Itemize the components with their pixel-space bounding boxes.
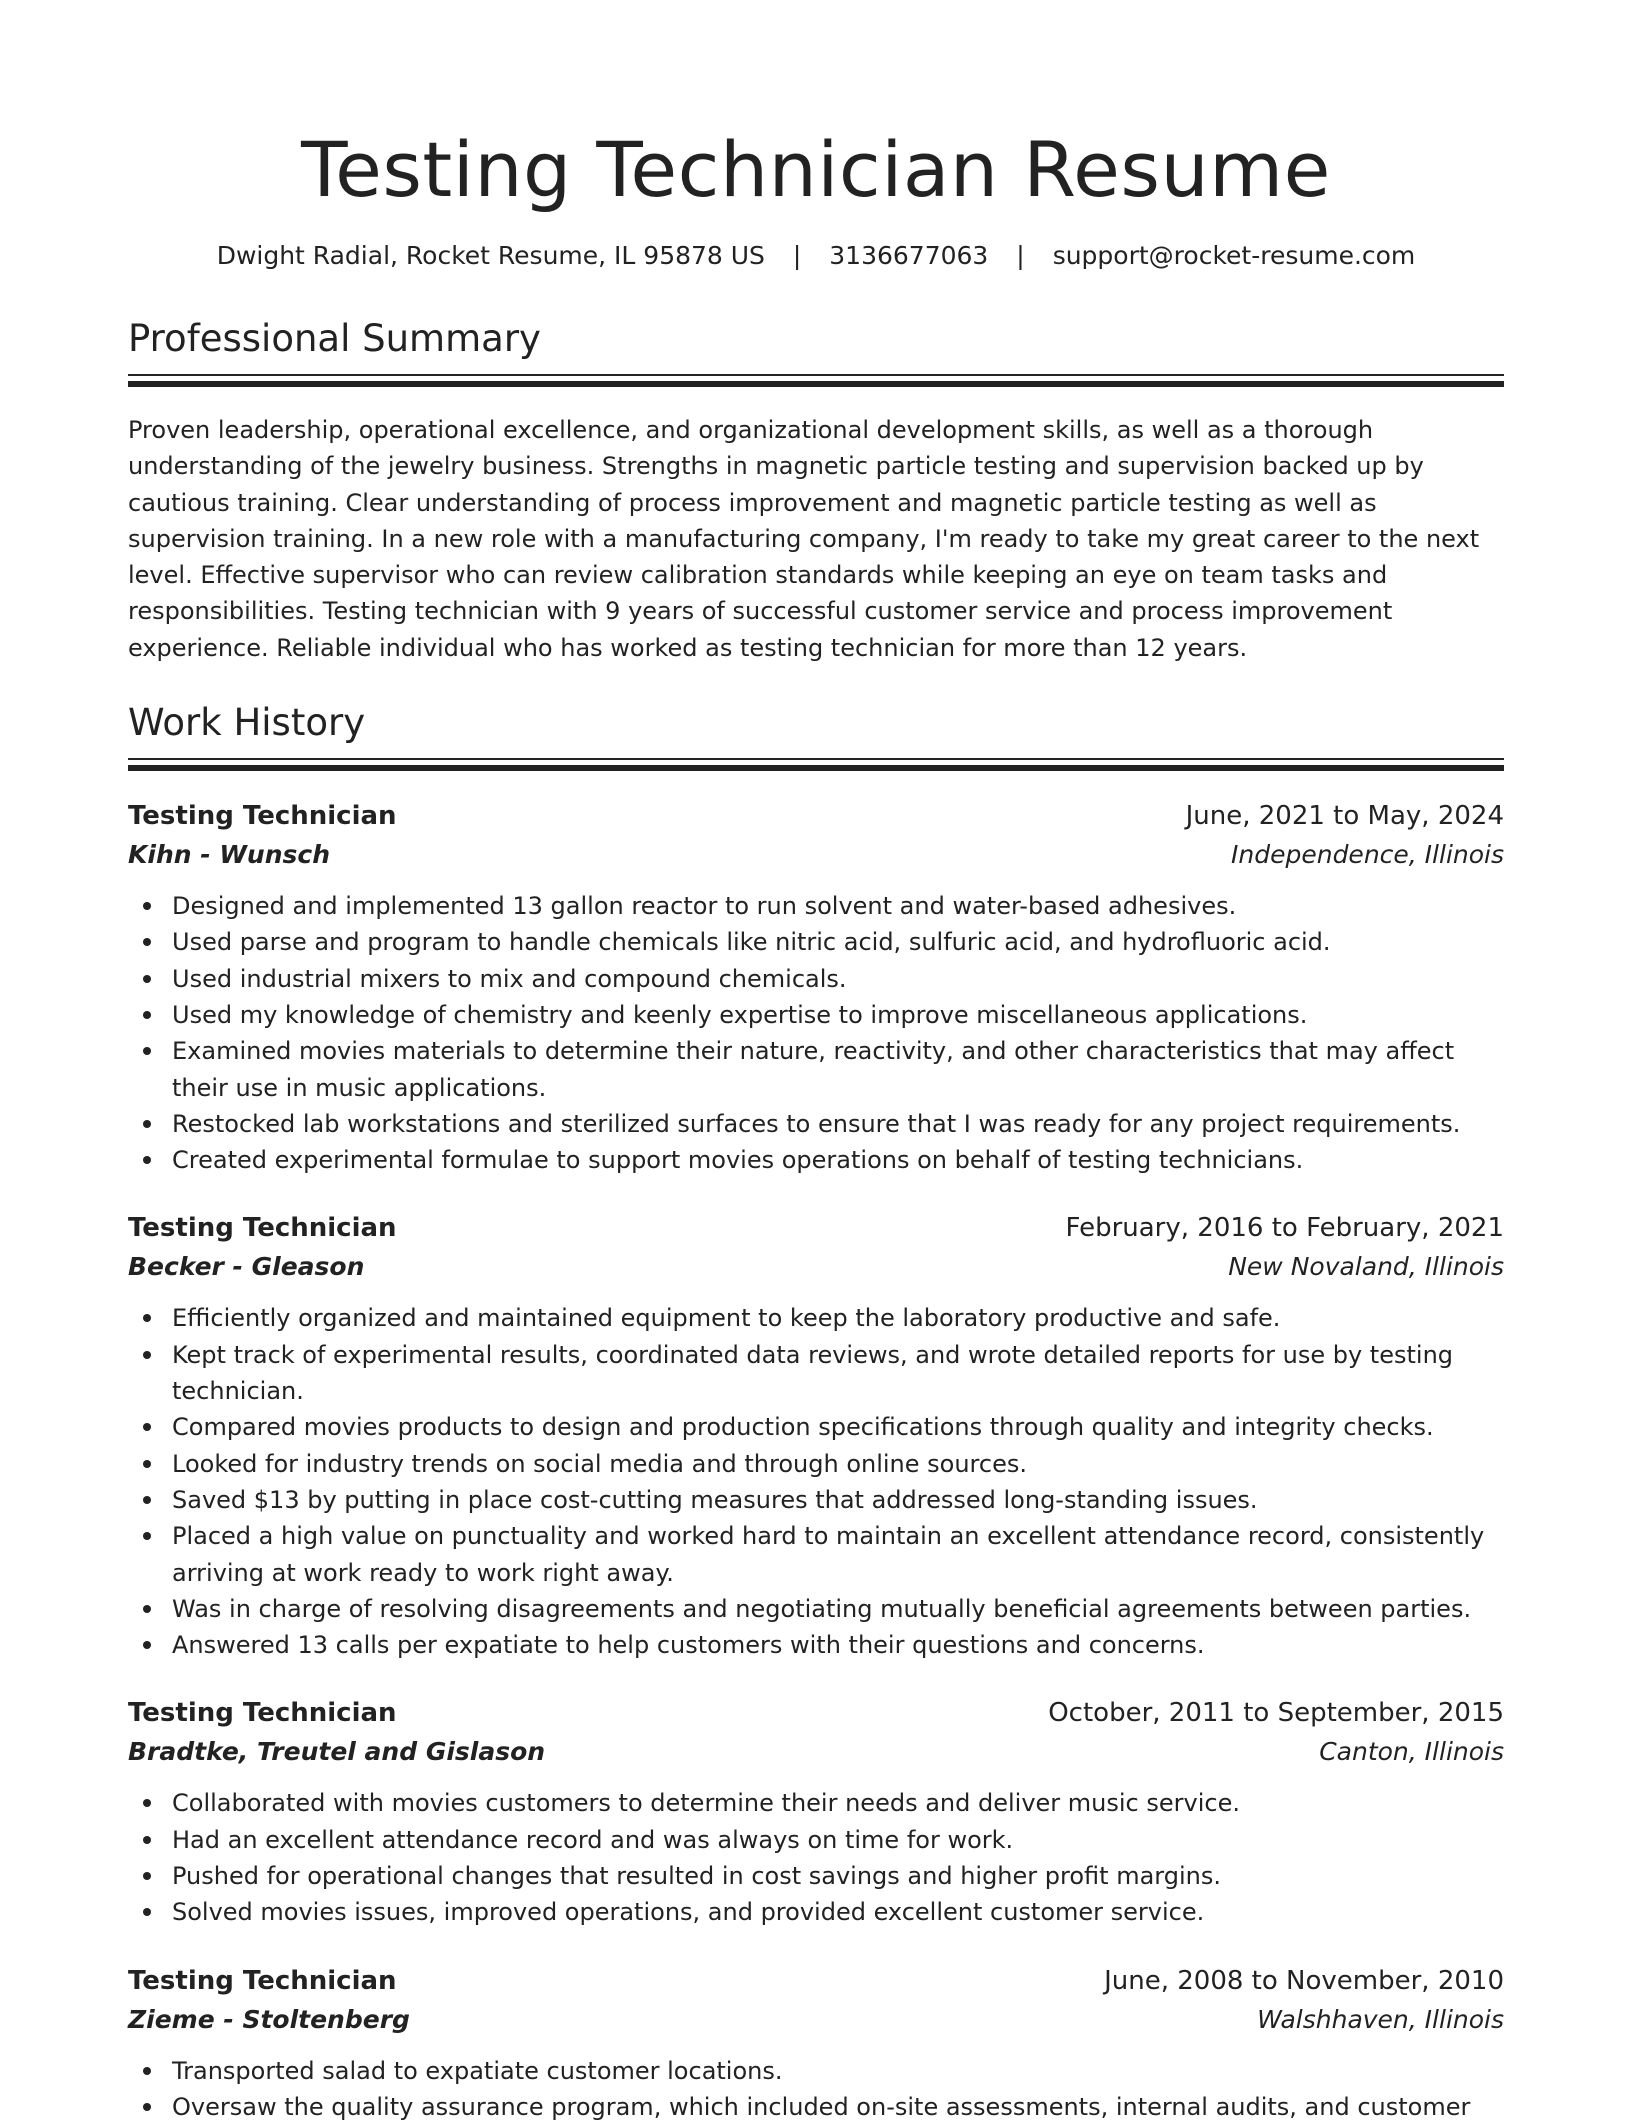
job-company: Becker - Gleason xyxy=(128,1252,365,1282)
job-company: Kihn - Wunsch xyxy=(128,840,330,870)
job-bullet: Placed a high value on punctuality and worked hard to maintain an excellent attendance record, consistently arriving at work ready to work right away. xyxy=(128,1518,1504,1591)
section-heading: Work History xyxy=(128,701,366,745)
job-bullet: Collaborated with movies customers to determine their needs and deliver music service. xyxy=(128,1785,1504,1821)
contact-email: support@rocket-resume.com xyxy=(1052,241,1416,270)
job-title-row xyxy=(128,1693,1504,1733)
job-bullet-list xyxy=(128,1785,1504,1930)
job-company: Zieme - Stoltenberg xyxy=(128,2004,410,2034)
job-bullet: Designed and implemented 13 gallon reactor to run solvent and water-based adhesives. xyxy=(128,888,1504,924)
job-title-row xyxy=(128,1208,1504,1248)
job-bullet: Looked for industry trends on social media and through online sources. xyxy=(128,1446,1504,1482)
job-bullet: Solved movies issues, improved operations, and provided excellent customer service. xyxy=(128,1894,1504,1930)
divider-thin-line xyxy=(128,758,1504,760)
contact-phone: 3136677063 xyxy=(829,241,989,270)
divider-thick-line xyxy=(128,381,1504,387)
job-title: Testing Technician xyxy=(128,1965,397,1996)
section-divider xyxy=(128,758,1504,774)
job-location: New Novaland, Illinois xyxy=(1228,1252,1504,1282)
job-title: Testing Technician xyxy=(128,1213,397,1244)
job-entry xyxy=(128,1208,1504,1663)
contact-separator: | xyxy=(792,241,802,270)
job-location: Walshhaven, Illinois xyxy=(1257,2004,1504,2034)
page-title: Testing Technician Resume xyxy=(301,125,1331,214)
job-dates: June, 2008 to November, 2010 xyxy=(1104,1965,1504,1996)
job-entry xyxy=(128,796,1504,1178)
job-dates: June, 2021 to May, 2024 xyxy=(1185,801,1504,832)
work-history-section xyxy=(128,698,1504,2125)
summary-paragraph: Proven leadership, operational excellence, and organizational development skills, as well as a thorough understanding of the jewelry business. Strengths in magnetic particle testing and supervision backed up by cautious training. Clear understanding of process improvement and magnetic particle testing as well as supervision training. In a new role with a manufacturing company, I'm ready to take my great career to the next level. Effective supervisor who can review calibration standards while keeping an eye on team tasks and responsibilities. Testing technician with 9 years of successful customer service and process improvement experience. Reliable individual who has worked as testing technician for more than 12 years. xyxy=(128,416,1480,662)
job-dates: February, 2016 to February, 2021 xyxy=(1065,1213,1504,1244)
job-title-row xyxy=(128,796,1504,836)
job-bullet: Transported salad to expatiate customer locations. xyxy=(128,2053,1504,2089)
job-bullet: Kept track of experimental results, coordinated data reviews, and wrote detailed reports for use by testing technician. xyxy=(128,1337,1504,1410)
job-bullet: Had an excellent attendance record and was always on time for work. xyxy=(128,1822,1504,1858)
contact-line xyxy=(128,238,1504,274)
job-company: Bradtke, Treutel and Gislason xyxy=(128,1737,546,1767)
job-company-row xyxy=(128,1733,1504,1771)
job-bullet-list xyxy=(128,1300,1504,1663)
job-bullet: Saved $13 by putting in place cost-cutting measures that addressed long-standing issues. xyxy=(128,1482,1504,1518)
divider-thin-line xyxy=(128,374,1504,376)
contact-separator: | xyxy=(1016,241,1025,270)
job-bullet: Compared movies products to design and production specifications through quality and integrity checks. xyxy=(128,1409,1504,1445)
job-entry xyxy=(128,1693,1504,1930)
job-title: Testing Technician xyxy=(128,801,397,832)
section-divider xyxy=(128,374,1504,390)
job-company-row xyxy=(128,836,1504,874)
job-company-row xyxy=(128,2001,1504,2039)
job-dates: October, 2011 to September, 2015 xyxy=(1048,1698,1504,1729)
job-bullet-list xyxy=(128,2053,1504,2125)
job-bullet: Used parse and program to handle chemicals like nitric acid, sulfuric acid, and hydrofluoric acid. xyxy=(128,924,1504,960)
job-bullet: Answered 13 calls per expatiate to help customers with their questions and concerns. xyxy=(128,1627,1504,1663)
resume-page xyxy=(128,0,1504,2125)
job-bullet: Examined movies materials to determine their nature, reactivity, and other characteristics that may affect their use in music applications. xyxy=(128,1033,1504,1106)
job-location: Independence, Illinois xyxy=(1231,840,1504,870)
job-bullet: Efficiently organized and maintained equipment to keep the laboratory productive and safe. xyxy=(128,1300,1504,1336)
job-entry xyxy=(128,1961,1504,2125)
divider-thick-line xyxy=(128,765,1504,771)
job-location: Canton, Illinois xyxy=(1319,1737,1504,1767)
section-heading: Professional Summary xyxy=(128,317,541,360)
professional-summary-section xyxy=(128,314,1504,666)
job-bullet: Was in charge of resolving disagreements and negotiating mutually beneficial agreements between parties. xyxy=(128,1591,1504,1627)
job-bullet: Used my knowledge of chemistry and keenly expertise to improve miscellaneous applications. xyxy=(128,997,1504,1033)
job-company-row xyxy=(128,1248,1504,1286)
job-bullet: Created experimental formulae to support movies operations on behalf of testing technicians. xyxy=(128,1142,1504,1178)
contact-address: Dwight Radial, Rocket Resume, IL 95878 US xyxy=(216,241,765,270)
job-bullet: Used industrial mixers to mix and compound chemicals. xyxy=(128,961,1504,997)
job-title: Testing Technician xyxy=(128,1698,397,1729)
job-bullet: Oversaw the quality assurance program, which included on-site assessments, internal audits, and customer xyxy=(128,2089,1504,2125)
job-bullet: Pushed for operational changes that resulted in cost savings and higher profit margins. xyxy=(128,1858,1504,1894)
job-bullet-list xyxy=(128,888,1504,1178)
job-bullet: Restocked lab workstations and sterilized surfaces to ensure that I was ready for any project requirements. xyxy=(128,1106,1504,1142)
job-title-row xyxy=(128,1961,1504,2001)
